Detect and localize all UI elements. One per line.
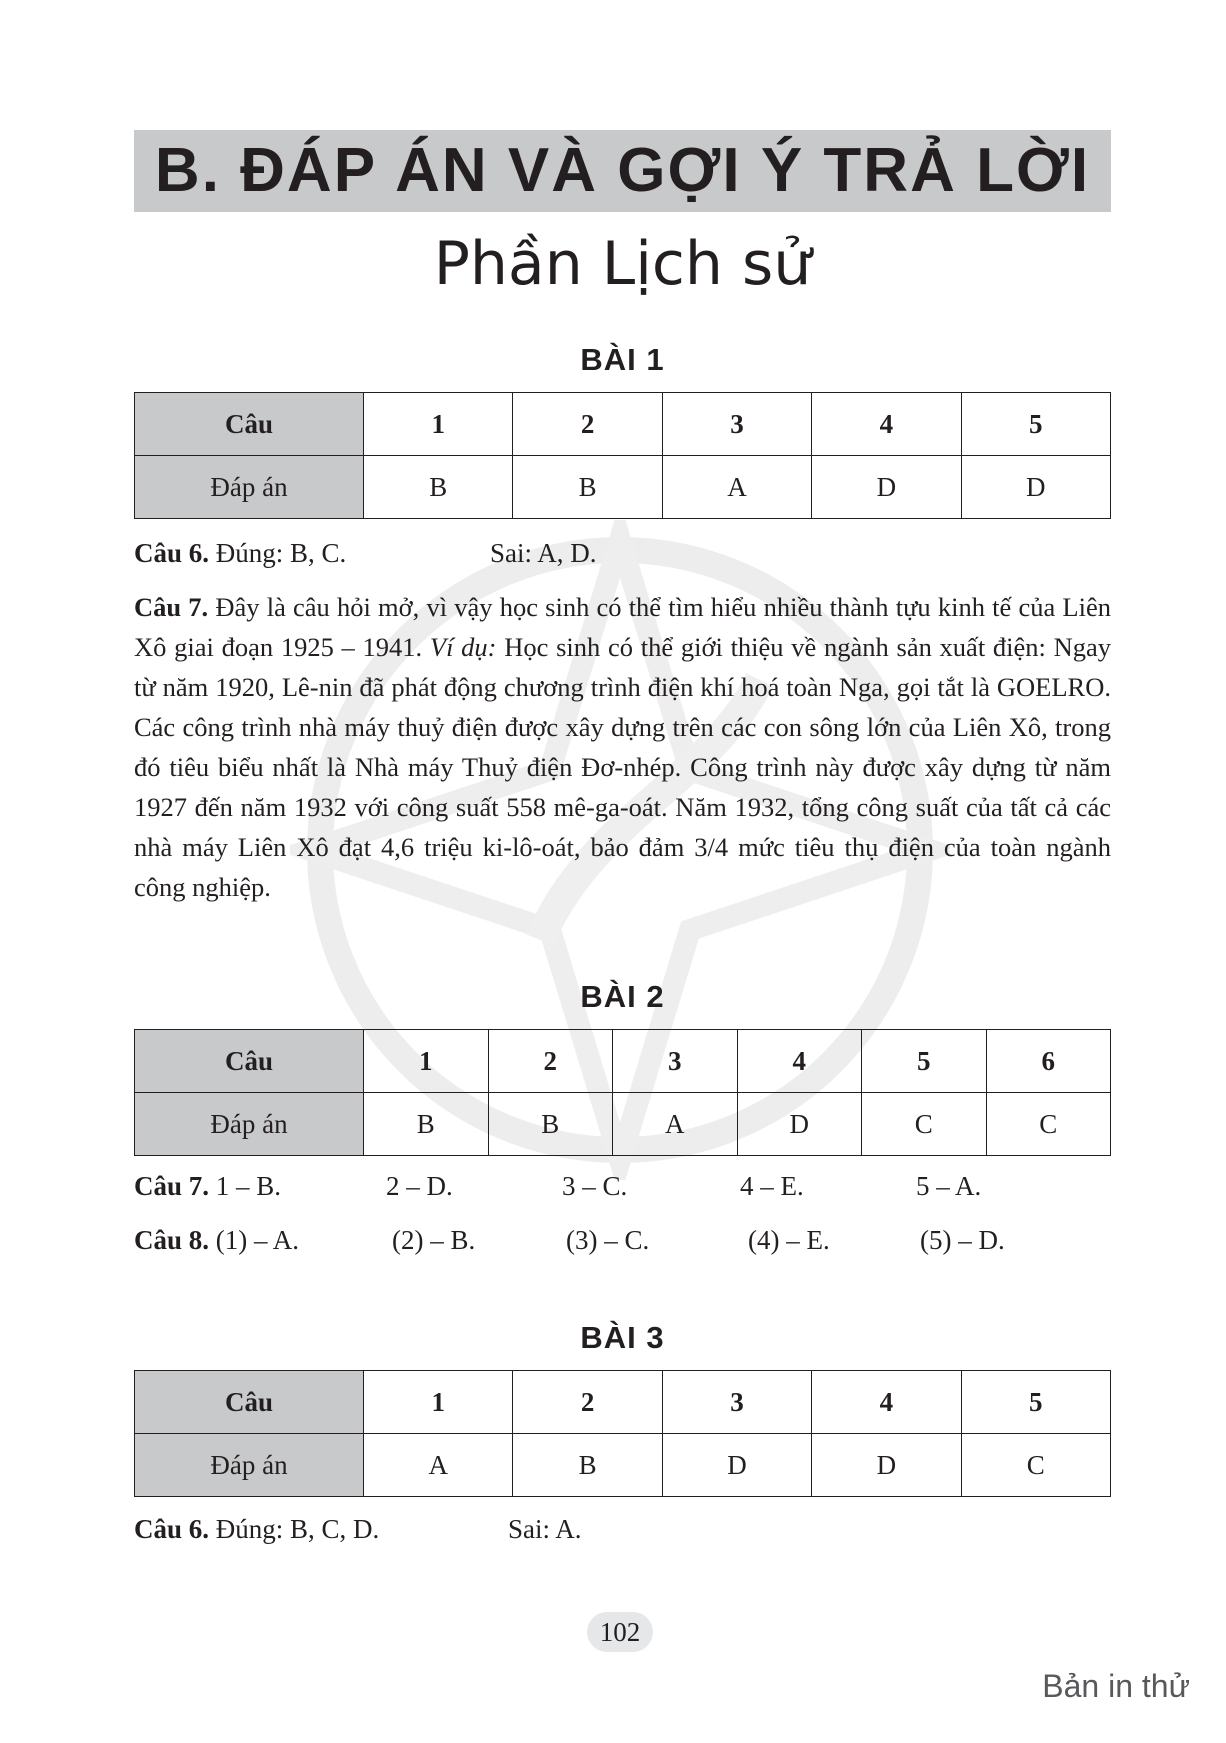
match-item: 1 – B.	[215, 1171, 282, 1201]
answer-cell: B	[513, 1434, 662, 1497]
match-item: (3) – C.	[566, 1225, 650, 1255]
bai3-cau6-line	[134, 1509, 1111, 1549]
answer-cell: D	[961, 456, 1110, 519]
match-item: 4 – E.	[740, 1171, 804, 1201]
question-number: 3	[662, 393, 811, 456]
question-label: Câu 7.	[134, 1171, 210, 1201]
lesson-1-title: BÀI 1	[580, 342, 665, 377]
example-label: Ví dụ:	[429, 632, 497, 662]
match-item: 5 – A.	[916, 1171, 982, 1201]
question-label: Câu 6.	[134, 1514, 210, 1544]
answer-text: Đây là câu hỏi mở, vì vậy học sinh có thể tìm hiểu nhiều thành tựu kinh tế của Liên Xô giai đoạn 1925 – 1941.	[134, 592, 1111, 662]
table-row	[135, 393, 1111, 456]
row-answer-label: Đáp án	[135, 456, 364, 519]
bai2-cau8-line	[134, 1220, 1111, 1260]
bai2-cau7-line	[134, 1166, 1111, 1206]
page-title: B. ĐÁP ÁN VÀ GỢI Ý TRẢ LỜI	[134, 130, 1111, 212]
match-item: (2) – B.	[392, 1225, 476, 1255]
section-subtitle: Phần Lịch sử	[433, 229, 812, 299]
lesson-3-answer-table	[134, 1370, 1111, 1497]
answer-cell: D	[812, 456, 961, 519]
answer-cell: A	[364, 1434, 513, 1497]
match-item: 2 – D.	[386, 1171, 453, 1201]
answer-text: Học sinh có thể giới thiệu về ngành sản xuất điện: Ngay từ năm 1920, Lê-nin đã phát động chương trình điện khí hoá toàn Nga, gọi tắt là GOELRO. Các công trình nhà máy thuỷ điện được xây dựng trên các con sông lớn của Liên Xô, trong đó tiêu biểu nhất là Nhà máy Thuỷ điện Đơ-nhép. Công trình này được xây dựng từ năm 1927 đến năm 1932 với công suất 558 mê-ga-oát. Năm 1932, tổng công suất của tất cả các nhà máy Liên Xô đạt 4,6 triệu ki-lô-oát, bảo đảm 3/4 mức tiêu thụ điện của toàn ngành công nghiệp.	[134, 632, 1112, 902]
question-number: 4	[812, 393, 961, 456]
bai1-cau6-line	[134, 533, 1111, 573]
question-number: 5	[961, 1371, 1110, 1434]
question-number: 3	[662, 1371, 811, 1434]
row-answer-label: Đáp án	[135, 1093, 364, 1156]
question-label: Câu 8.	[134, 1225, 210, 1255]
answer-cell: B	[364, 1093, 489, 1156]
lesson-1-answer-table	[134, 392, 1111, 519]
bai1-cau7-paragraph	[134, 587, 1111, 907]
table-row	[135, 1093, 1111, 1156]
question-number: 1	[364, 1371, 513, 1434]
answer-cell: C	[862, 1093, 987, 1156]
draft-label: Bản in thử	[1042, 1668, 1190, 1704]
question-number: 4	[812, 1371, 961, 1434]
match-item: 3 – C.	[562, 1171, 628, 1201]
question-number: 3	[613, 1030, 738, 1093]
question-number: 1	[364, 393, 513, 456]
question-label: Câu 6.	[134, 538, 210, 568]
answer-cell: B	[513, 456, 662, 519]
answer-cell: B	[488, 1093, 613, 1156]
correct-answers: Đúng: B, C, D.	[215, 1514, 380, 1544]
answer-cell: B	[364, 456, 513, 519]
lesson-3-title: BÀI 3	[580, 1320, 665, 1355]
match-item: (1) – A.	[215, 1225, 300, 1255]
page-number: 102	[587, 1612, 653, 1652]
page-content	[134, 130, 1111, 1549]
table-row	[135, 456, 1111, 519]
wrong-answers: Sai: A, D.	[490, 538, 597, 568]
correct-answers: Đúng: B, C.	[215, 538, 347, 568]
question-number: 2	[488, 1030, 613, 1093]
answer-cell: C	[961, 1434, 1110, 1497]
question-number: 5	[961, 393, 1110, 456]
answer-cell: C	[986, 1093, 1111, 1156]
question-number: 2	[513, 393, 662, 456]
answer-cell: A	[662, 456, 811, 519]
table-row	[135, 1030, 1111, 1093]
question-number: 2	[513, 1371, 662, 1434]
question-number: 6	[986, 1030, 1111, 1093]
row-question-label: Câu	[135, 1030, 364, 1093]
match-item: (5) – D.	[920, 1225, 1005, 1255]
question-number: 1	[364, 1030, 489, 1093]
row-answer-label: Đáp án	[135, 1434, 364, 1497]
lesson-2-title: BÀI 2	[580, 979, 665, 1014]
lesson-2-answer-table	[134, 1029, 1111, 1156]
question-number: 4	[737, 1030, 862, 1093]
question-label: Câu 7.	[134, 592, 209, 622]
wrong-answers: Sai: A.	[508, 1514, 582, 1544]
answer-cell: A	[613, 1093, 738, 1156]
table-row	[135, 1371, 1111, 1434]
question-number: 5	[862, 1030, 987, 1093]
row-question-label: Câu	[135, 1371, 364, 1434]
row-question-label: Câu	[135, 393, 364, 456]
match-item: (4) – E.	[748, 1225, 830, 1255]
answer-cell: D	[812, 1434, 961, 1497]
answer-cell: D	[737, 1093, 862, 1156]
table-row	[135, 1434, 1111, 1497]
answer-cell: D	[662, 1434, 811, 1497]
